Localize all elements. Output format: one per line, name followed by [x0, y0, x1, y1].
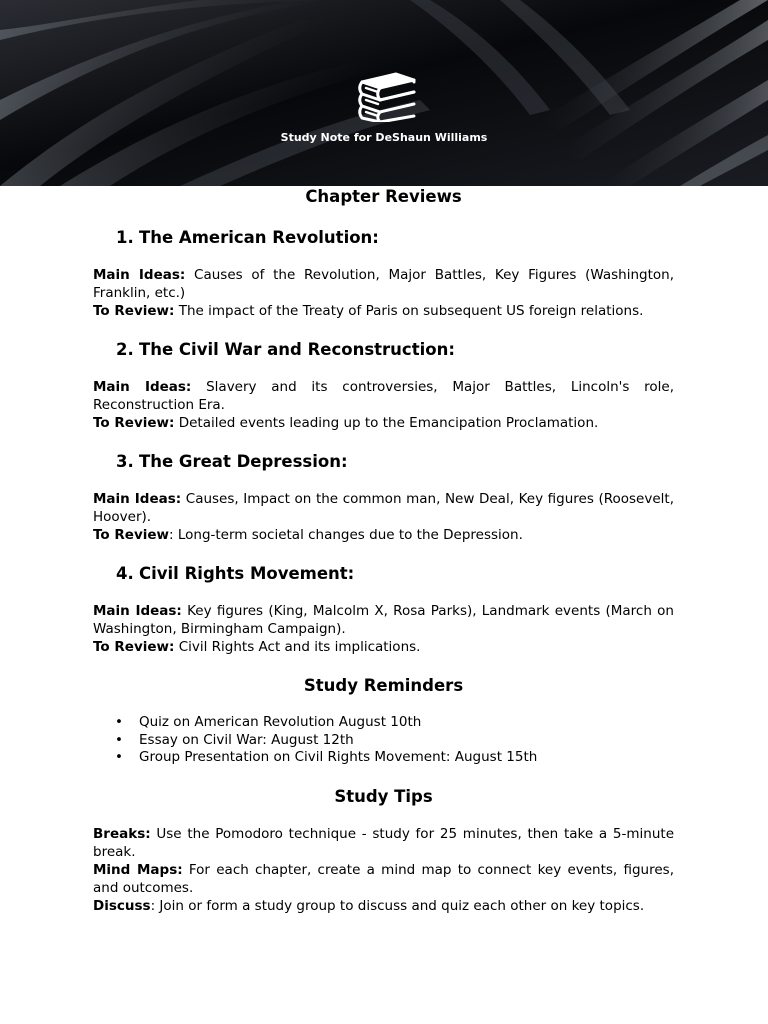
main-ideas-text: Slavery and its controversies, Major Battles, Lincoln's role, Reconstruction Era. — [93, 379, 674, 413]
reminders-list — [93, 714, 674, 767]
main-ideas-paragraph — [93, 602, 674, 638]
study-tips-section — [93, 825, 674, 915]
main-ideas-text: Causes of the Revolution, Major Battles, Key Figures (Washington, Franklin, etc.) — [93, 267, 674, 301]
chapter-number: 1. — [116, 228, 134, 247]
main-ideas-text: Key figures (King, Malcolm X, Rosa Parks), Landmark events (March on Washington, Birmingham Campaign). — [93, 603, 674, 637]
study-tips-heading: Study Tips — [334, 786, 433, 806]
document-body — [93, 186, 674, 915]
tip-paragraph — [93, 861, 674, 897]
to-review-label: To Review — [93, 527, 169, 543]
chapter-reviews-heading: Chapter Reviews — [305, 187, 462, 206]
tip-text: : Join or form a study group to discuss and quiz each other on key topics. — [150, 897, 645, 914]
tip-paragraph — [93, 897, 674, 915]
chapter-title: The American Revolution: — [139, 228, 379, 247]
chapter-section — [93, 339, 674, 432]
chapter-heading — [93, 451, 674, 473]
to-review-paragraph — [93, 638, 674, 656]
bullet-icon: • — [115, 749, 123, 766]
main-ideas-paragraph — [93, 266, 674, 302]
document-title: Study Note for DeShaun Williams — [280, 131, 488, 144]
to-review-paragraph — [93, 302, 674, 320]
list-item — [93, 732, 674, 750]
list-item — [93, 714, 674, 732]
to-review-label: To Review: — [93, 303, 175, 319]
chapter-number: 4. — [116, 564, 134, 583]
list-item — [93, 749, 674, 767]
main-ideas-paragraph — [93, 378, 674, 414]
main-ideas-label: Main Ideas: — [93, 267, 186, 283]
main-ideas-label: Main Ideas: — [93, 379, 192, 395]
tip-label: Mind Maps: — [93, 861, 183, 878]
to-review-paragraph — [93, 526, 674, 544]
bullet-icon: • — [115, 714, 123, 730]
chapter-title: Civil Rights Movement: — [139, 564, 355, 583]
tip-label: Breaks: — [93, 825, 151, 842]
chapter-heading — [93, 563, 674, 585]
to-review-text: : Long-term societal changes due to the Depression. — [169, 527, 523, 543]
chapter-number: 2. — [116, 340, 134, 359]
tip-label: Discuss — [93, 897, 151, 914]
tip-text: Use the Pomodoro technique - study for 25 minutes, then take a 5-minute break. — [93, 825, 674, 860]
bullet-icon: • — [115, 731, 123, 748]
reminder-text: Essay on Civil War: August 12th — [139, 731, 354, 748]
main-ideas-label: Main Ideas: — [93, 491, 182, 507]
chapter-heading — [93, 339, 674, 361]
chapter-title: The Civil War and Reconstruction: — [139, 340, 455, 359]
chapter-section — [93, 227, 674, 320]
chapter-section — [93, 451, 674, 544]
to-review-text: Civil Rights Act and its implications. — [174, 639, 421, 655]
to-review-label: To Review: — [93, 639, 175, 655]
study-reminders-heading: Study Reminders — [303, 676, 464, 695]
main-ideas-text: Causes, Impact on the common man, New Deal, Key figures (Roosevelt, Hoover). — [93, 491, 674, 525]
to-review-text: Detailed events leading up to the Emancipation Proclamation. — [174, 415, 599, 431]
to-review-text: The impact of the Treaty of Paris on subsequent US foreign relations. — [174, 303, 644, 319]
book-stack-icon — [356, 70, 418, 122]
main-ideas-label: Main Ideas: — [93, 603, 182, 619]
to-review-label: To Review: — [93, 415, 175, 431]
chapter-section — [93, 563, 674, 656]
to-review-paragraph — [93, 414, 674, 432]
tip-text: For each chapter, create a mind map to connect key events, figures, and outcomes. — [93, 861, 674, 896]
chapter-number: 3. — [116, 452, 134, 471]
chapter-title: The Great Depression: — [139, 452, 348, 471]
tip-paragraph — [93, 825, 674, 861]
header-banner — [0, 0, 768, 186]
reminder-text: Quiz on American Revolution August 10th — [139, 714, 422, 730]
chapter-heading — [93, 227, 674, 249]
reminder-text: Group Presentation on Civil Rights Movement: August 15th — [139, 749, 538, 766]
main-ideas-paragraph — [93, 490, 674, 526]
